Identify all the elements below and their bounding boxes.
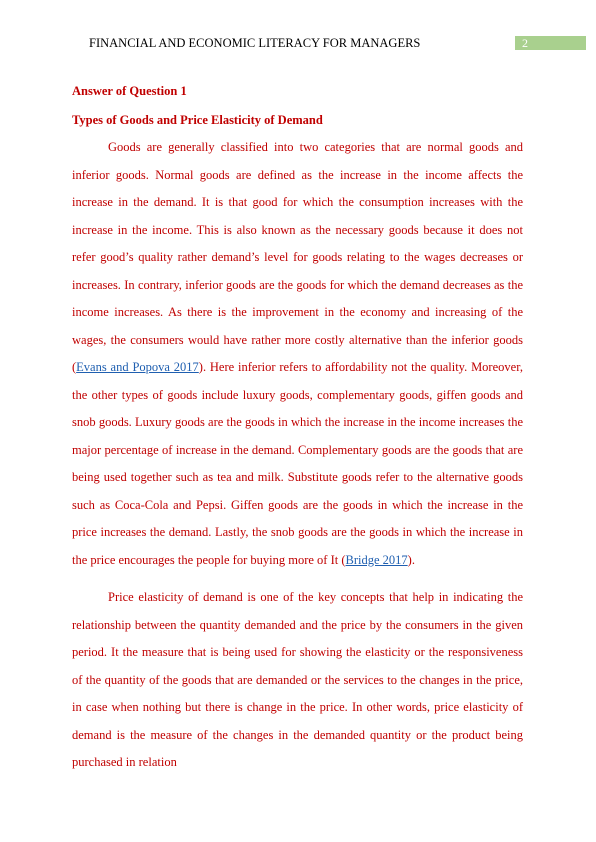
page-number: 2 (522, 36, 528, 50)
citation-evans-popova-link[interactable]: Evans and Popova 2017 (76, 360, 199, 374)
paragraph-1 (72, 134, 523, 574)
page-number-box (515, 36, 586, 50)
paragraph-2-text: Price elasticity of demand is one of the key concepts that help in indicating the relationship between the quantity demanded and the price by the consumers in the given period. It the measure that is being used for showing the elasticity or the responsiveness of the quantity of the goods that are demanded or the services to the changes in the price, in case when nothing but there is change in the price. In other words, price elasticity of demand is the measure of the changes in the demanded quantity or the product being purchased in relation (72, 590, 523, 769)
page-header (89, 36, 586, 52)
running-head-title: FINANCIAL AND ECONOMIC LITERACY FOR MANAGERS (89, 36, 421, 50)
answer-heading: Answer of Question 1 (72, 84, 187, 98)
paragraph-2 (72, 584, 523, 777)
paragraph-1-text-b: ). Here inferior refers to affordability not the quality. Moreover, the other types of goods include luxury goods, complementary goods, giffen goods and snob goods. Luxury goods are the goods in which the increase in the income increases the major percentage of increase in the demand. Complementary goods are the goods that are being used together such as tea and milk. Substitute goods refer to the alternative goods such as Coca-Cola and Pepsi. Giffen goods are the goods in which the increase in the price increases the demand. Lastly, the snob goods are the goods in which the increase in the price encourages the people for buying more of It ( (72, 360, 523, 567)
citation-bridge-link[interactable]: Bridge 2017 (345, 552, 408, 567)
paragraph-1-text-a: Goods are generally classified into two categories that are normal goods and inferior goods. Normal goods are defined as the increase in the income affects the increase in the demand. It is that good for which the consumption increases with the increase in the income. This is also known as the necessary goods because it does not refer good’s quality rather demand’s level for goods relating to the wages decreases or increases. In contrary, inferior goods are the goods for which the demand decreases as the income increases. As there is the improvement in the economy and increasing of the wages, the consumers would have rather more costly alternative than the inferior goods ( (72, 140, 523, 374)
paragraph-1-text-c: ). (407, 552, 415, 567)
section-heading: Types of Goods and Price Elasticity of Demand (72, 113, 323, 127)
